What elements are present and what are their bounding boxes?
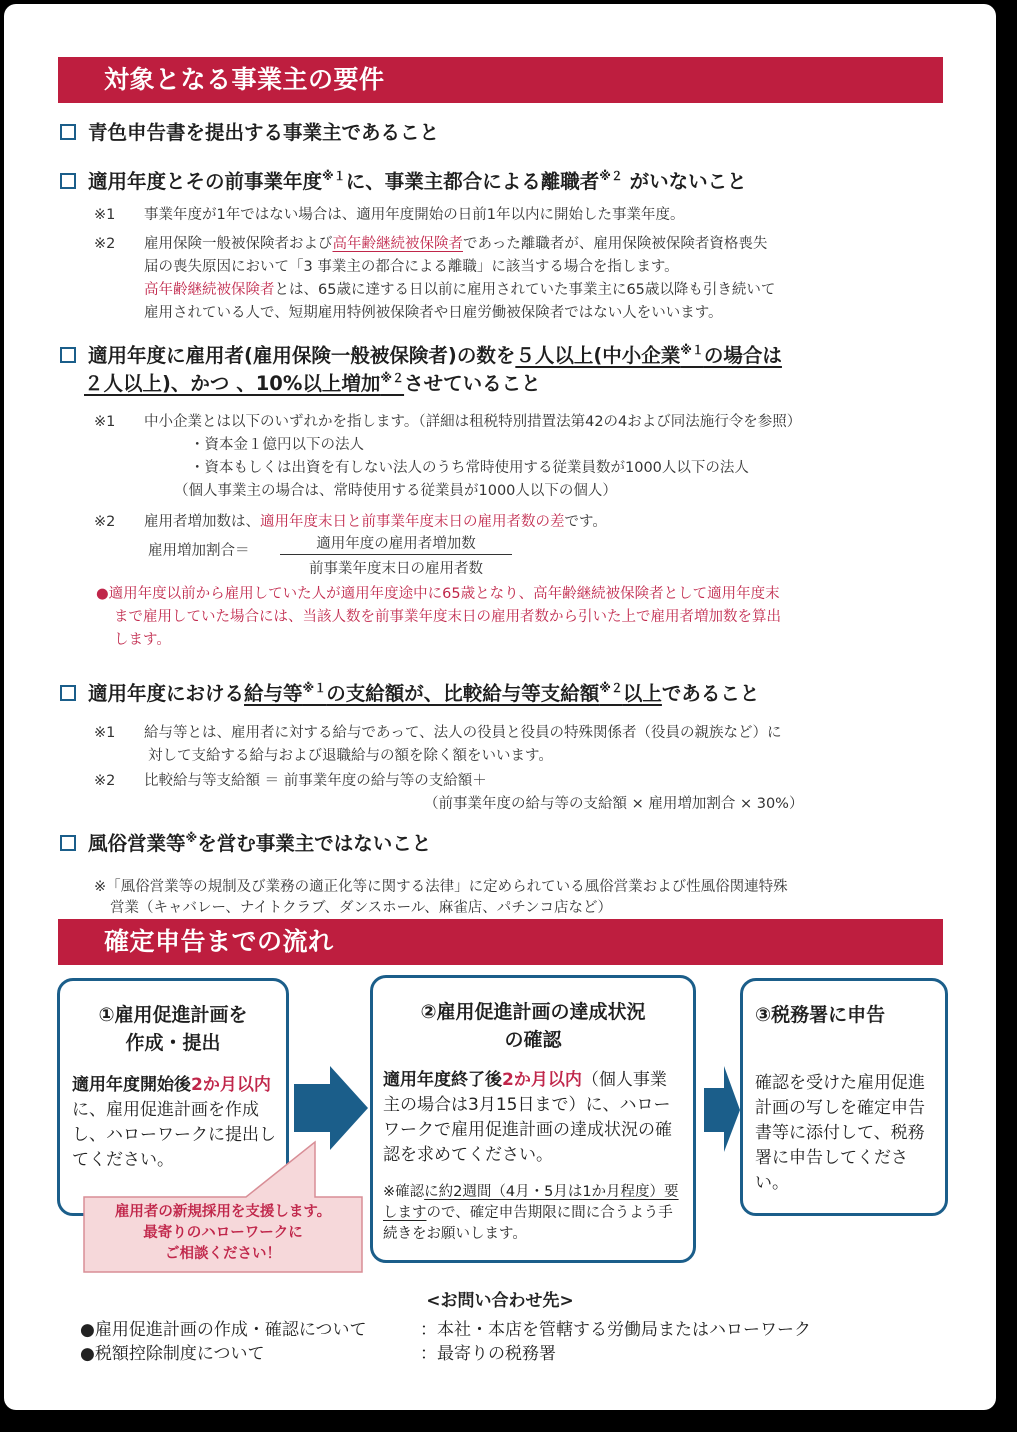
footnote-2 xyxy=(94,233,767,255)
footnote-text: であった離職者が、雇用保険被保険者資格喪失 xyxy=(463,236,768,252)
step-body-text: （個人事業主の場合は3月15日まで）に、ハローワークで雇用促進計画の達成状況の確認を求めてください。 xyxy=(383,1070,672,1165)
requirement-2 xyxy=(60,168,747,198)
footnote-line2: 営業（キャバレー、ナイトクラブ、ダンスホール、麻雀店、パチンコ店など） xyxy=(110,900,612,916)
footnote-text: 中小企業とは以下のいずれかを指します。（詳細は租税特別措置法第42の4および同法施行令を参照） xyxy=(144,414,802,430)
footnote-ref: ※１ xyxy=(302,681,327,695)
requirement-text: 風俗営業等 xyxy=(88,832,186,855)
footnote-2-line4: 雇用されている人で、短期雇用特例被保険者や日雇労働被保険者ではない人をいいます。 xyxy=(144,305,723,321)
footnote-ref: ※２ xyxy=(599,169,623,183)
requirement-text: の場合は xyxy=(703,344,782,367)
footnote-1-line2: 対して支給する給与および退職給与の額を除く額をいいます。 xyxy=(148,748,553,764)
footnote-mark: ※2 xyxy=(94,236,116,252)
step-body-bold: 適用年度開始後 xyxy=(72,1075,191,1095)
step-title: の確認 xyxy=(504,1029,562,1051)
step-body-text: に、雇用促進計画を作成し、ハローワークに提出してください。 xyxy=(72,1100,276,1170)
contact-value: ：最寄りの税務署 xyxy=(420,1344,556,1364)
callout-line: ご相談ください！ xyxy=(165,1246,281,1262)
requirement-text: 適用年度における xyxy=(88,682,245,705)
contact-label: ●税額控除制度について xyxy=(80,1344,265,1364)
flow-step-2 xyxy=(370,975,696,1263)
contact-title: <お問い合わせ先> xyxy=(426,1291,574,1311)
footnote-ref: ※２ xyxy=(599,681,623,695)
footnote-text: 比較給与等支給額 ＝ 前事業年度の給与等の支給額＋ xyxy=(144,773,487,789)
footnote-ref: ※ xyxy=(185,831,198,845)
deadline-accent: 2か月以内 xyxy=(502,1070,582,1090)
footnote-2 xyxy=(94,770,487,792)
step-note-text: ので、確定申告期限に間に合うよう手続きをお願いします。 xyxy=(383,1205,673,1242)
callout-text xyxy=(84,1197,362,1272)
deadline-accent: 2か月以内 xyxy=(191,1075,271,1095)
footnote-1 xyxy=(94,411,801,433)
step-title: 作成・提出 xyxy=(125,1032,221,1054)
requirement-text: 青色申告書を提出する事業主であること xyxy=(88,121,440,144)
red-note-line1: ●適用年度以前から雇用していた人が適用年度途中に65歳となり、高年齢継続被保険者として適用年度末 xyxy=(96,586,780,602)
footnote-ref: ※２ xyxy=(380,371,405,385)
checkbox-icon xyxy=(60,347,76,363)
formula-denominator: 前事業年度末日の雇用者数 xyxy=(309,561,483,577)
footnote-ref: ※１ xyxy=(680,343,704,357)
formula-label: 雇用増加割合＝ xyxy=(148,543,250,559)
requirement-underlined xyxy=(244,682,662,705)
flow-step-3 xyxy=(740,978,948,1216)
section-banner-flow: 確定申告までの流れ xyxy=(58,919,943,965)
footnote-mark: ※2 xyxy=(94,514,116,530)
footnote-mark: ※2 xyxy=(94,773,116,789)
requirement-3-line2 xyxy=(84,370,541,400)
requirement-text: 以上 xyxy=(622,682,662,705)
footnote-2-line2: 届の喪失原因において「3 事業主の都合による離職」に該当する場合を指します。 xyxy=(144,259,679,275)
footnote-text: 給与等とは、雇用者に対する給与であって、法人の役員と役員の特殊関係者（役員の親族など）に xyxy=(144,725,782,741)
step-body-bold: 適用年度終了後 xyxy=(383,1070,502,1090)
requirement-text: させていること xyxy=(404,372,541,395)
footnote-text: です。 xyxy=(564,514,607,530)
checkbox-icon xyxy=(60,173,76,189)
requirement-text: の支給額が、比較給与等支給額 xyxy=(326,682,600,705)
requirement-3 xyxy=(60,342,782,372)
footnote-2 xyxy=(94,511,607,533)
highlighted-term: 高年齢継続被保険者 xyxy=(332,236,463,252)
footnote-mark: ※1 xyxy=(94,414,116,430)
requirement-5 xyxy=(60,830,431,860)
checkbox-icon xyxy=(60,124,76,140)
footnote-line1: ※「風俗営業等の規制及び業務の適正化等に関する法律」に定められている風俗営業および性風俗関連特殊 xyxy=(94,879,788,895)
footnote-mark: ※1 xyxy=(94,207,116,223)
requirement-underlined xyxy=(515,344,782,367)
requirement-underlined xyxy=(84,372,404,395)
bullet-item: ・資本もしくは出資を有しない法人のうち常時使用する従業員数が1000人以下の法人 xyxy=(190,460,749,476)
requirement-text: ５人以上(中小企業 xyxy=(515,344,681,367)
requirement-text: 適用年度に雇用者(雇用保険一般被保険者)の数を xyxy=(88,344,516,367)
requirement-text: を営む事業主ではないこと xyxy=(197,832,432,855)
red-note-line3: します。 xyxy=(114,632,171,648)
step-title: ③税務署に申告 xyxy=(755,1004,886,1026)
contact-row xyxy=(80,1318,811,1342)
footnote-text: とは、65歳に達する日以前に雇用されていた事業主に65歳以降も引き続いて xyxy=(274,282,776,298)
document-page xyxy=(4,4,996,1410)
red-note-line2: まで雇用していた場合には、当該人数を前事業年度末日の雇用者数から引いた上で雇用者増加数を算出 xyxy=(114,609,781,625)
formula-numerator: 適用年度の雇用者増加数 xyxy=(280,534,512,555)
footnote-mark: ※1 xyxy=(94,725,116,741)
requirement-text: 適用年度とその前事業年度 xyxy=(88,170,323,193)
step-note xyxy=(383,1182,683,1245)
requirement-text: がいないこと xyxy=(622,170,747,193)
section-banner-requirements: 対象となる事業主の要件 xyxy=(58,57,943,103)
step-title: ②雇用促進計画の達成状況 xyxy=(420,1001,646,1023)
requirement-4 xyxy=(60,680,759,710)
requirement-text: ２人以上)、かつ 、10%以上増加 xyxy=(84,372,381,395)
highlighted-text: 適用年度末日と前事業年度末日の雇用者数の差 xyxy=(260,514,565,530)
highlighted-term: 高年齢継続被保険者 xyxy=(144,282,275,298)
step-title: ①雇用促進計画を xyxy=(98,1004,248,1026)
step-body: 確認を受けた雇用促進計画の写しを確定申告書等に添付して、税務署に申告してください。 xyxy=(755,1073,925,1193)
callout-line: 最寄りのハローワークに xyxy=(143,1225,303,1241)
footnote-2-line2: （前事業年度の給与等の支給額 × 雇用増加割合 × 30%） xyxy=(424,796,804,812)
bullet-item: ・資本金１億円以下の法人 xyxy=(190,437,364,453)
individual-note: （個人事業主の場合は、常時使用する従業員が1000人以下の個人） xyxy=(174,483,617,499)
footnote-text: 雇用保険一般被保険者および xyxy=(144,236,333,252)
footnote-1 xyxy=(94,722,782,744)
requirement-text: 給与等 xyxy=(244,682,303,705)
requirement-1 xyxy=(60,119,439,147)
contact-label: ●雇用促進計画の作成・確認について xyxy=(80,1320,367,1340)
footnote-text: 雇用者増加数は、 xyxy=(144,514,260,530)
footnote-1 xyxy=(94,204,684,226)
requirement-text: であること xyxy=(661,682,760,705)
footnote-2-line3 xyxy=(144,279,775,301)
step-note-text: ※確認 xyxy=(383,1184,425,1200)
footnote-ref: ※１ xyxy=(322,169,346,183)
step-note-underlined: に約2週間（4月・5月は1か月程度）要します xyxy=(383,1184,679,1221)
contact-row xyxy=(80,1342,556,1366)
contact-value: ：本社・本店を管轄する労働局またはハローワーク xyxy=(420,1320,811,1340)
requirement-text: に、事業主都合による離職者 xyxy=(345,170,600,193)
checkbox-icon xyxy=(60,685,76,701)
callout-line: 雇用者の新規採用を支援します。 xyxy=(114,1204,332,1220)
step-body xyxy=(383,1068,683,1168)
footnote-text: 事業年度が1年ではない場合は、適用年度開始の日前1年以内に開始した事業年度。 xyxy=(144,207,685,223)
arrow-right-icon xyxy=(702,1064,742,1156)
checkbox-icon xyxy=(60,835,76,851)
